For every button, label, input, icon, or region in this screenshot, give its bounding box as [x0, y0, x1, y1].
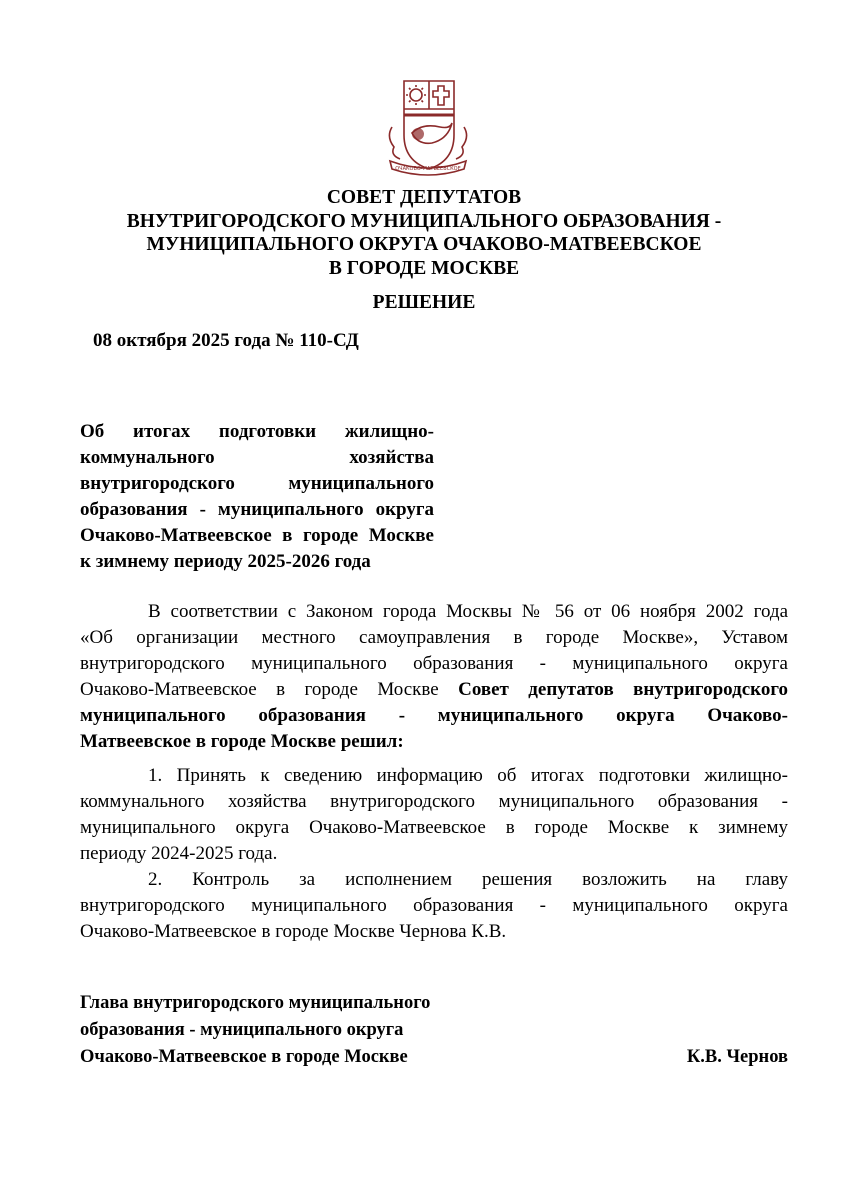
decision-item-1 — [80, 763, 788, 867]
subject-line: внутригородского муниципального — [80, 473, 434, 494]
emblem-banner-text: ОЧАКОВО-МАТВЕЕВСКОЕ — [395, 166, 461, 172]
item-line: периоду 2024-2025 года. — [80, 843, 278, 864]
preamble-bold-part: Совет депутатов внутригородского — [458, 679, 788, 700]
preamble-line: В соответствии с Законом города Москвы № 56 от 06 ноября 2002 года — [148, 601, 788, 622]
item-line: 1. Принять к сведению информацию об итогах подготовки жилищно- — [148, 765, 788, 786]
signature-block — [80, 990, 788, 1071]
header-line: СОВЕТ ДЕПУТАТОВ — [326, 187, 522, 208]
council-header — [0, 186, 848, 280]
item-line: внутригородского муниципального образования - муниципального округа — [80, 895, 788, 916]
preamble-line: муниципального образования - муниципального округа Очаково- — [80, 705, 788, 726]
signatory-name: К.В. Чернов — [686, 1047, 788, 1067]
preamble-line — [80, 677, 788, 703]
subject-line: к зимнему периоду 2025-2026 года — [80, 551, 371, 572]
signature-title-line: Очаково-Матвеевское в городе Москве — [80, 1047, 408, 1067]
preamble-line: «Об организации местного самоуправления в городе Москве», Уставом — [80, 627, 788, 648]
item-line: Очаково-Матвеевское в городе Москве Чернова К.В. — [80, 921, 507, 942]
subject-line: Очаково-Матвеевское в городе Москве — [80, 525, 434, 546]
document-type: РЕШЕНИЕ — [372, 292, 476, 313]
item-line: муниципального округа Очаково-Матвеевское в городе Москве к зимнему — [80, 817, 788, 838]
item-line: коммунального хозяйства внутригородского муниципального образования - — [80, 791, 788, 812]
preamble-regular-part: Очаково-Матвеевское в городе Москве — [80, 679, 459, 700]
item-line: 2. Контроль за исполнением решения возложить на главу — [148, 869, 788, 890]
preamble-line: внутригородского муниципального образования - муниципального округа — [80, 653, 788, 674]
decision-item-2 — [80, 867, 788, 945]
decision-subject — [80, 419, 434, 575]
date-number: 08 октября 2025 года № 110-СД — [93, 330, 359, 351]
signature-title-line: Глава внутригородского муниципального — [80, 993, 431, 1013]
subject-line: коммунального хозяйства — [80, 447, 434, 468]
header-line: В ГОРОДЕ МОСКВЕ — [328, 257, 520, 279]
preamble — [80, 599, 788, 755]
signature-title-line: образования - муниципального округа — [80, 1020, 404, 1040]
subject-line: Об итогах подготовки жилищно- — [80, 421, 434, 442]
header-line: ВНУТРИГОРОДСКОГО МУНИЦИПАЛЬНОГО ОБРАЗОВАНИЯ - — [126, 210, 722, 232]
header-line: МУНИЦИПАЛЬНОГО ОКРУГА ОЧАКОВО-МАТВЕЕВСКОЕ — [146, 234, 702, 255]
preamble-line: Матвеевское в городе Москве решил: — [80, 731, 404, 752]
subject-line: образования - муниципального округа — [80, 499, 434, 520]
coat-of-arms-icon — [382, 77, 474, 179]
